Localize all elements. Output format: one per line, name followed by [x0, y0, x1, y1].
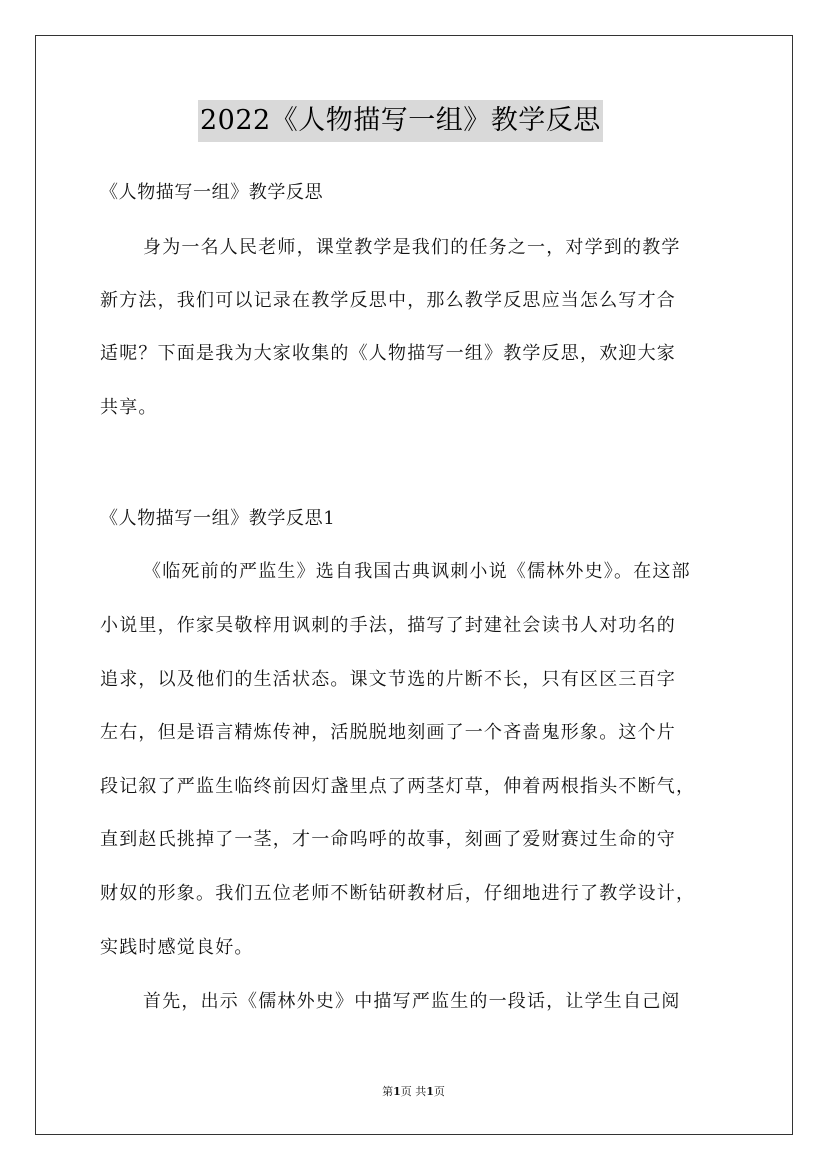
section1-paragraph-line: 直到赵氏挑掉了一茎，才一命呜呼的故事，刻画了爱财赛过生命的守 [100, 829, 676, 850]
section1-paragraph-line: 小说里，作家吴敬梓用讽刺的手法，描写了封建社会读书人对功名的 [100, 615, 676, 636]
section1-paragraph-line: 首先，出示《儒林外史》中描写严监生的一段话，让学生自己阅 [143, 991, 681, 1012]
section1-paragraph-line: 左右，但是语言精炼传神，活脱脱地刻画了一个吝啬鬼形象。这个片 [100, 722, 676, 743]
section1-paragraph-line: 追求，以及他们的生活状态。课文节选的片断不长，只有区区三百字 [100, 669, 676, 690]
intro-heading: 《人物描写一组》教学反思 [100, 182, 324, 203]
section1-heading: 《人物描写一组》教学反思1 [100, 508, 336, 529]
footer-page-prefix: 第 [382, 1085, 394, 1098]
footer-page-mid: 页 共 [400, 1085, 427, 1098]
page-footer [0, 1085, 827, 1099]
intro-paragraph-line: 身为一名人民老师，课堂教学是我们的任务之一，对学到的教学 [143, 237, 681, 258]
footer-page-current: 1 [393, 1085, 401, 1098]
section1-paragraph-line: 实践时感觉良好。 [100, 937, 254, 958]
section1-paragraph-line: 段记叙了严监生临终前因灯盏里点了两茎灯草，伸着两根指头不断气， [100, 776, 696, 797]
intro-paragraph-line: 适呢？下面是我为大家收集的《人物描写一组》教学反思，欢迎大家 [100, 343, 676, 364]
footer-page-suffix: 页 [433, 1085, 445, 1098]
section1-paragraph-line: 《临死前的严监生》选自我国古典讽刺小说《儒林外史》。在这部 [143, 561, 691, 582]
intro-paragraph-line: 共享。 [100, 397, 158, 418]
document-title: 2022《人物描写一组》教学反思 [198, 100, 603, 142]
section1-paragraph-line: 财奴的形象。我们五位老师不断钻研教材后，仔细地进行了教学设计， [100, 883, 696, 904]
intro-paragraph-line: 新方法，我们可以记录在教学反思中，那么教学反思应当怎么写才合 [100, 290, 676, 311]
footer-page-total: 1 [426, 1085, 434, 1098]
